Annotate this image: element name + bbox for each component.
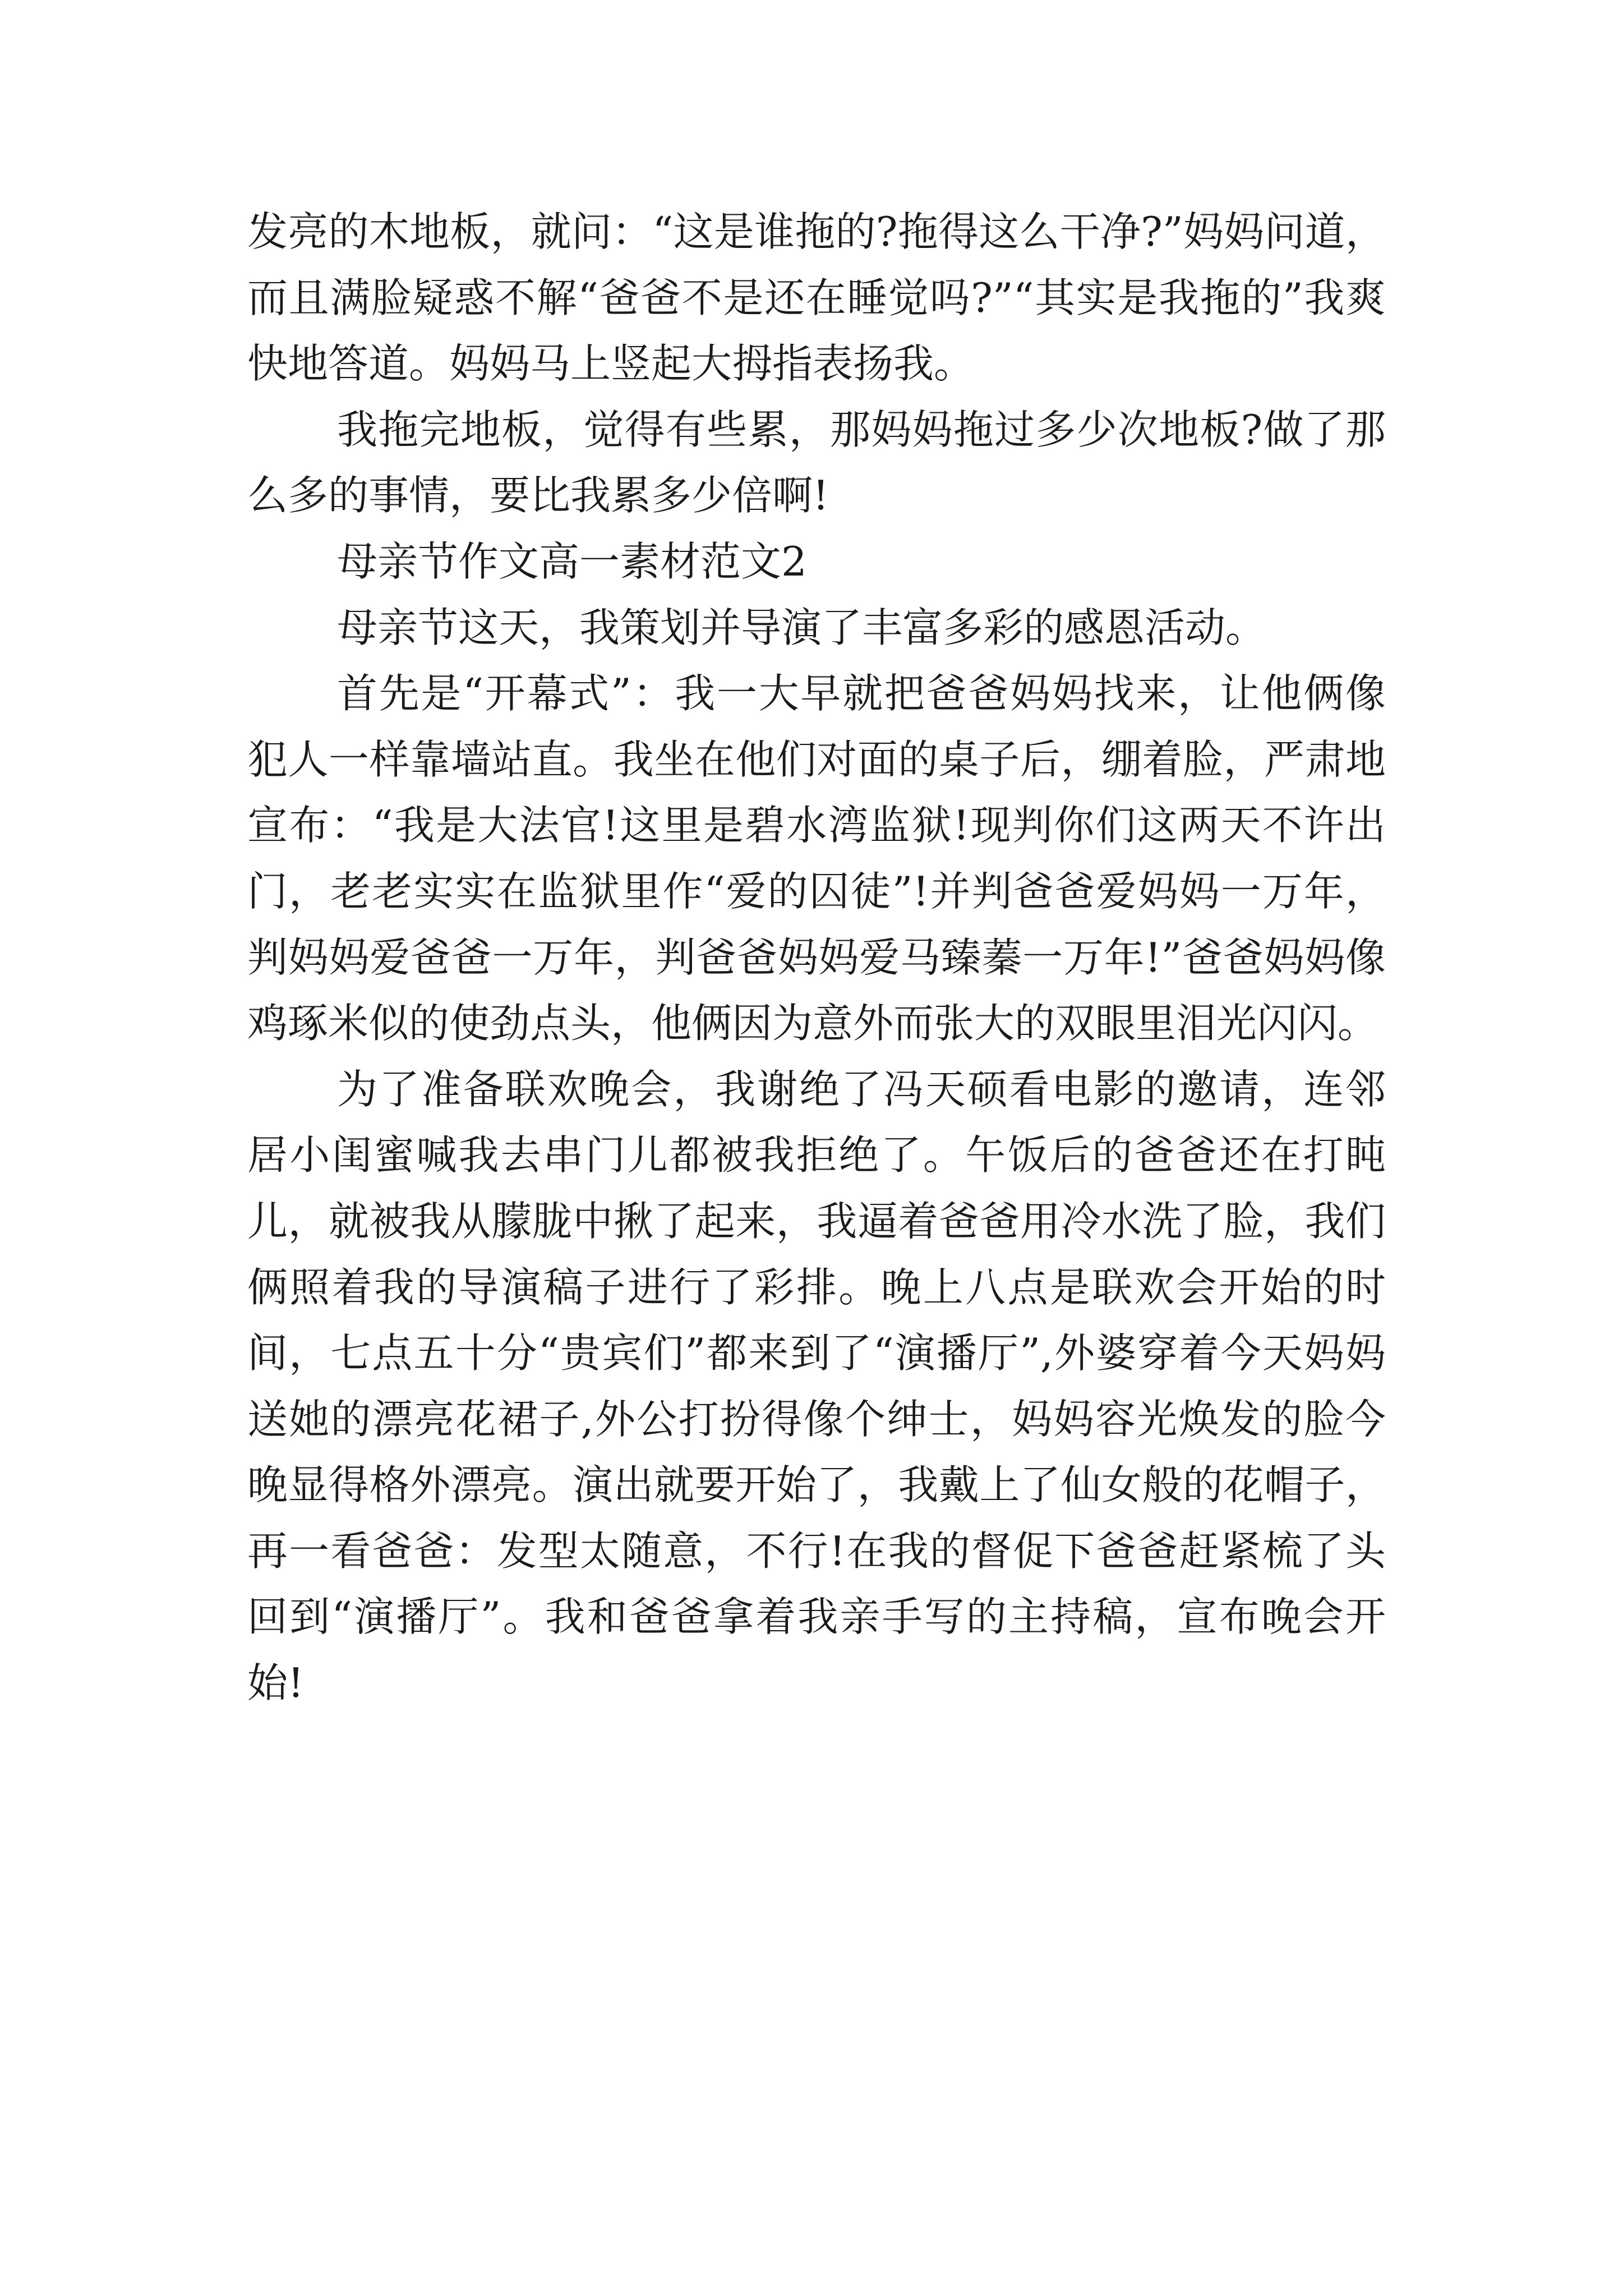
paragraph-continued: 发亮的木地板，就问：“这是谁拖的?拖得这么干净?”妈妈问道，而且满脸疑惑不解“爸爸不是还在睡觉吗?”“其实是我拖的”我爽快地答道。妈妈马上竖起大拇指表扬我。 (247, 208, 1386, 388)
document-body (247, 199, 1386, 1717)
paragraph: 我拖完地板，觉得有些累，那妈妈拖过多少次地板?做了那么多的事情，要比我累多少倍啊! (247, 406, 1386, 519)
paragraph: 母亲节这天，我策划并导演了丰富多彩的感恩活动。 (337, 604, 1266, 651)
section-heading: 母亲节作文高一素材范文2 (337, 537, 807, 585)
paragraph: 为了准备联欢晚会，我谢绝了冯天硕看电影的邀请，连邻居小闺蜜喊我去串门儿都被我拒绝了。午饭后的爸爸还在打盹儿，就被我从朦胧中揪了起来，我逼着爸爸用冷水洗了脸，我们俩照着我的导演稿子进行了彩排。晚上八点是联欢会开始的时间，七点五十分“贵宾们”都来到了“演播厅”,外婆穿着今天妈妈送她的漂亮花裙子,外公打扮得像个绅士，妈妈容光焕发的脸今晚显得格外漂亮。演出就要开始了，我戴上了仙女般的花帽子，再一看爸爸：发型太随意，不行!在我的督促下爸爸赶紧梳了头回到“演播厅”。我和爸爸拿着我亲手写的主持稿，宣布晚会开始! (247, 1065, 1386, 1707)
paragraph: 首先是“开幕式”：我一大早就把爸爸妈妈找来，让他俩像犯人一样靠墙站直。我坐在他们对面的桌子后，绷着脸，严肃地宣布：“我是大法官!这里是碧水湾监狱!现判你们这两天不许出门，老老实实在监狱里作“爱的囚徒”!并判爸爸爱妈妈一万年，判妈妈爱爸爸一万年，判爸爸妈妈爱马臻蓁一万年!”爸爸妈妈像鸡琢米似的使劲点头，他俩因为意外而张大的双眼里泪光闪闪。 (247, 670, 1386, 1047)
